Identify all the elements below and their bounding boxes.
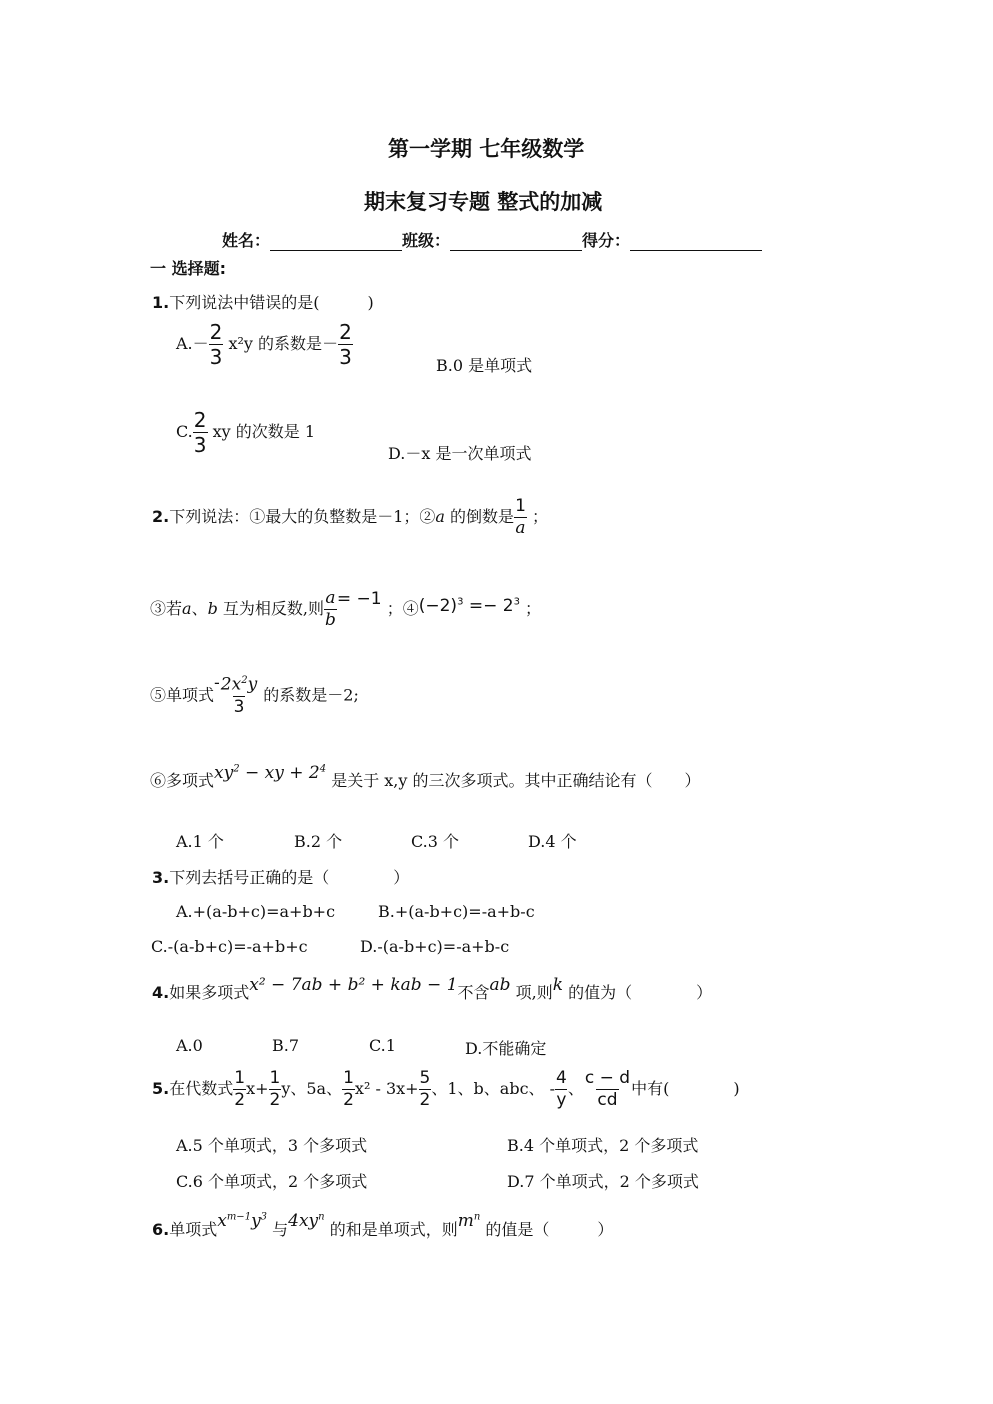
punctuation: ； bbox=[531, 507, 548, 526]
fraction-one-half: $\frac{1}{2}$ bbox=[234, 1068, 246, 1110]
fraction-a-over-b: $\frac{a}{b}$ bbox=[325, 588, 336, 630]
var-a: a bbox=[435, 507, 445, 526]
q4-option-c[interactable]: C.1 bbox=[369, 1036, 396, 1055]
question-4-stem bbox=[152, 975, 713, 1003]
question-text: ⑥多项式 bbox=[150, 771, 215, 790]
equals-neg-one: = −1 bbox=[336, 589, 382, 609]
expression-text: y、5a、 bbox=[281, 1079, 343, 1098]
question-number: 2. bbox=[152, 507, 170, 526]
question-text: 下列说法中错误的是( ) bbox=[169, 293, 374, 312]
expression-text: 、1、b、abc、 - bbox=[431, 1079, 556, 1098]
question-number: 4. bbox=[152, 983, 170, 1002]
question-2-line4 bbox=[150, 763, 701, 791]
question-text: ③若 bbox=[150, 599, 183, 618]
question-text: 互为相反数,则 bbox=[222, 599, 325, 618]
option-letter: C. bbox=[176, 422, 193, 441]
q4-option-d[interactable]: D.不能确定 bbox=[465, 1039, 547, 1058]
question-text: 的值为（ ） bbox=[568, 983, 713, 1002]
q4-option-a[interactable]: A.0 bbox=[176, 1036, 203, 1055]
punctuation: ； bbox=[525, 599, 542, 618]
question-text: ⑤单项式 bbox=[150, 685, 215, 705]
question-text: 的值是（ ） bbox=[485, 1220, 614, 1239]
q3-option-c[interactable]: C.-(a-b+c)=-a+b+c bbox=[151, 937, 308, 956]
q1-option-b[interactable]: B.0 是单项式 bbox=[436, 356, 533, 375]
punctuation: 、 bbox=[191, 599, 208, 618]
monomial-2: $4xy^n$ bbox=[288, 1211, 325, 1231]
var-b: b bbox=[207, 599, 218, 618]
question-number: 1. bbox=[152, 293, 170, 312]
fraction-two-thirds: $\frac{2}{3}$ bbox=[339, 320, 352, 369]
monomial-1: $x^{m-1}y^3$ bbox=[217, 1211, 268, 1231]
q2-option-b[interactable]: B.2 个 bbox=[294, 832, 343, 851]
question-2-line1 bbox=[152, 498, 548, 537]
q2-option-d[interactable]: D.4 个 bbox=[528, 832, 577, 851]
q5-option-b[interactable]: B.4 个单项式，2 个多项式 bbox=[507, 1136, 699, 1155]
fraction-two-thirds: $\frac{2}{3}$ bbox=[209, 320, 223, 369]
question-text: 不含 bbox=[457, 983, 490, 1002]
question-text: 单项式 bbox=[169, 1220, 218, 1239]
q1-option-d[interactable]: D.－x 是一次单项式 bbox=[388, 444, 532, 463]
fraction-c-minus-d-over-cd: $\frac{c - d}{cd}$ bbox=[584, 1068, 631, 1110]
fraction-one-half: $\frac{1}{2}$ bbox=[269, 1068, 281, 1110]
question-text: 的倒数是 bbox=[450, 507, 515, 526]
expression-text: x² - 3x+ bbox=[354, 1079, 419, 1098]
term-ab: ab bbox=[489, 975, 511, 995]
fraction-five-halves: $\frac{5}{2}$ bbox=[419, 1068, 431, 1110]
question-text: 在代数式 bbox=[169, 1079, 234, 1098]
minus-sign: - bbox=[214, 673, 220, 693]
question-2-line3 bbox=[150, 673, 359, 717]
expression-text: x+ bbox=[246, 1079, 269, 1098]
name-blank[interactable] bbox=[270, 234, 402, 251]
question-1-stem bbox=[152, 290, 374, 313]
q3-option-d[interactable]: D.-(a-b+c)=-a+b-c bbox=[360, 937, 510, 956]
polynomial-expression: $xy^2$ − xy + $2^4$ bbox=[214, 763, 327, 783]
q1-option-a[interactable] bbox=[176, 322, 353, 367]
fraction-two-thirds: $\frac{2}{3}$ bbox=[193, 408, 207, 457]
name-label: 姓名： bbox=[222, 231, 271, 250]
question-text: ；④ bbox=[386, 599, 419, 618]
minus-sign: － bbox=[322, 334, 339, 353]
fraction-one-over-a: $\frac{1}{a}$ bbox=[515, 496, 526, 538]
question-text: 下列说法：①最大的负整数是－1；② bbox=[169, 507, 436, 526]
question-text: 的和是单项式，则 bbox=[329, 1220, 458, 1239]
question-text: 的系数是－2; bbox=[263, 685, 359, 705]
var-a: a bbox=[182, 599, 192, 618]
question-text: 项,则 bbox=[515, 983, 553, 1002]
page-title: 第一学期 七年级数学 bbox=[388, 137, 585, 161]
question-3-stem bbox=[152, 865, 409, 888]
punctuation: 、 bbox=[567, 1079, 584, 1098]
student-info-line bbox=[222, 228, 762, 251]
option-text: x²y 的系数是 bbox=[228, 334, 323, 353]
question-text: 如果多项式 bbox=[169, 983, 250, 1002]
question-text: 是关于 x,y 的三次多项式。其中正确结论有（ ） bbox=[331, 771, 701, 790]
power-expression: $(-2)^3 =- 2^3$ bbox=[418, 596, 520, 616]
option-letter: A. bbox=[176, 334, 193, 353]
score-blank[interactable] bbox=[630, 234, 762, 251]
q5-option-d[interactable]: D.7 个单项式，2 个多项式 bbox=[507, 1172, 699, 1191]
power-m-n: $m^n$ bbox=[457, 1211, 481, 1231]
question-number: 5. bbox=[152, 1079, 170, 1098]
class-blank[interactable] bbox=[450, 234, 582, 251]
question-text: 下列去括号正确的是（ ） bbox=[169, 868, 410, 887]
option-text: xy 的次数是 1 bbox=[212, 422, 316, 441]
q1-option-c[interactable] bbox=[176, 410, 315, 455]
question-5-stem bbox=[152, 1070, 740, 1109]
fraction-monomial: $\frac{2x^2y}{3}$ bbox=[220, 674, 258, 717]
page-subtitle: 期末复习专题 整式的加减 bbox=[364, 190, 603, 214]
q3-option-b[interactable]: B.+(a-b+c)=-a+b-c bbox=[378, 902, 535, 921]
q4-option-b[interactable]: B.7 bbox=[272, 1036, 300, 1055]
q2-option-c[interactable]: C.3 个 bbox=[411, 832, 460, 851]
class-label: 班级： bbox=[402, 231, 451, 250]
fraction-four-over-y: $\frac{4}{y}$ bbox=[556, 1068, 567, 1110]
section-title: 一 选择题: bbox=[150, 259, 226, 278]
score-label: 得分： bbox=[582, 231, 631, 250]
question-2-line2 bbox=[150, 590, 541, 629]
question-number: 3. bbox=[152, 868, 170, 887]
q3-option-a[interactable]: A.+(a-b+c)=a+b+c bbox=[176, 902, 336, 921]
q5-option-a[interactable]: A.5 个单项式，3 个多项式 bbox=[176, 1136, 368, 1155]
q2-option-a[interactable]: A.1 个 bbox=[176, 832, 224, 851]
minus-sign: － bbox=[192, 334, 209, 353]
question-text: 中有( ) bbox=[631, 1079, 740, 1098]
q5-option-c[interactable]: C.6 个单项式，2 个多项式 bbox=[176, 1172, 368, 1191]
question-6-stem bbox=[152, 1211, 614, 1240]
question-number: 6. bbox=[152, 1220, 170, 1239]
var-k: k bbox=[552, 975, 564, 995]
polynomial-expression: x² − 7ab + b² + kab − 1 bbox=[249, 975, 458, 995]
fraction-one-half: $\frac{1}{2}$ bbox=[343, 1068, 354, 1110]
question-text: 与 bbox=[272, 1220, 289, 1239]
